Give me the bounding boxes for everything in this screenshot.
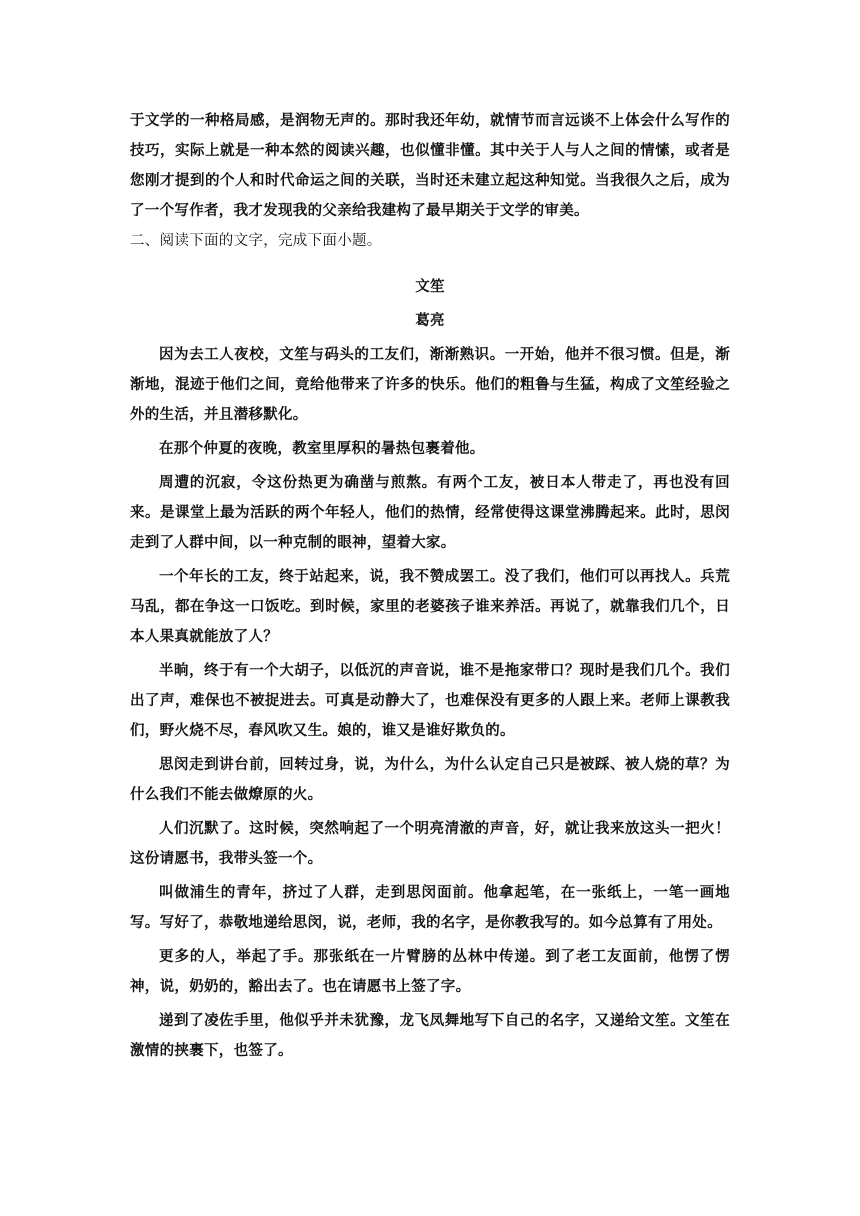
- story-author: 葛亮: [415, 312, 445, 329]
- story-paragraph: 因为去工人夜校，文笙与码头的工友们，渐渐熟识。一开始，他并不很习惯。但是，渐渐地，混迹于他们之间，竟给他带来了许多的快乐。他们的粗鲁与生猛，构成了文笙经验之外的生活，并且潜移默化。: [130, 346, 730, 423]
- story-paragraph: 半晌，终于有一个大胡子，以低沉的声音说，谁不是拖家带口？现时是我们几个。我们出了声，难保也不被捉进去。可真是动静大了，也难保没有更多的人跟上来。老师上课教我们，野火烧不尽，春风吹又生。娘的，谁又是谁好欺负的。: [130, 662, 730, 739]
- story-paragraph: 一个年长的工友，终于站起来，说，我不赞成罢工。没了我们，他们可以再找人。兵荒马乱，都在争这一口饭吃。到时候，家里的老婆孩子谁来养活。再说了，就靠我们几个，日本人果真就能放了人？: [130, 568, 730, 645]
- section-heading: 二、阅读下面的文字，完成下面小题。: [130, 233, 382, 249]
- document-page: [130, 106, 730, 1066]
- story-paragraph: 周遭的沉寂，令这份热更为确凿与煎熬。有两个工友，被日本人带走了，再也没有回来。是课堂上最为活跃的两个年轻人，他们的热情，经常使得这课堂沸腾起来。此时，思闵走到了人群中间，以一种克制的眼神，望着大家。: [130, 474, 730, 551]
- story-paragraph: 人们沉默了。这时候，突然响起了一个明亮清澈的声音，好，就让我来放这头一把火！这份请愿书，我带头签一个。: [130, 820, 730, 867]
- intro-paragraph: 于文学的一种格局感，是润物无声的。那时我还年幼，就情节而言远谈不上体会什么写作的技巧，实际上就是一种本然的阅读兴趣，也似懂非懂。其中关于人与人之间的情愫，或者是您刚才提到的个人和时代命运之间的关联，当时还未建立起这种知觉。当我很久之后，成为了一个写作者，我才发现我的父亲给我建构了最早期关于文学的审美。: [130, 112, 730, 219]
- story-paragraph: 递到了凌佐手里，他似乎并未犹豫，龙飞凤舞地写下自己的名字，又递给文笙。文笙在激情的挟裹下，也签了。: [130, 1012, 730, 1059]
- story-paragraph: 更多的人，举起了手。那张纸在一片臂膀的丛林中传递。到了老工友面前，他愣了愣神，说，奶奶的，豁出去了。也在请愿书上签了字。: [130, 948, 730, 995]
- story-paragraph: 叫做浦生的青年，挤过了人群，走到思闵面前。他拿起笔，在一张纸上，一笔一画地写。写好了，恭敬地递给思闵，说，老师，我的名字，是你教我写的。如今总算有了用处。: [130, 884, 730, 931]
- story-paragraph: 思闵走到讲台前，回转过身，说，为什么，为什么认定自己只是被踩、被人烧的草？为什么我们不能去做燎原的火。: [130, 756, 730, 803]
- story-title: 文笙: [415, 278, 445, 295]
- story-paragraph: 在那个仲夏的夜晚，教室里厚积的暑热包裹着他。: [159, 440, 485, 457]
